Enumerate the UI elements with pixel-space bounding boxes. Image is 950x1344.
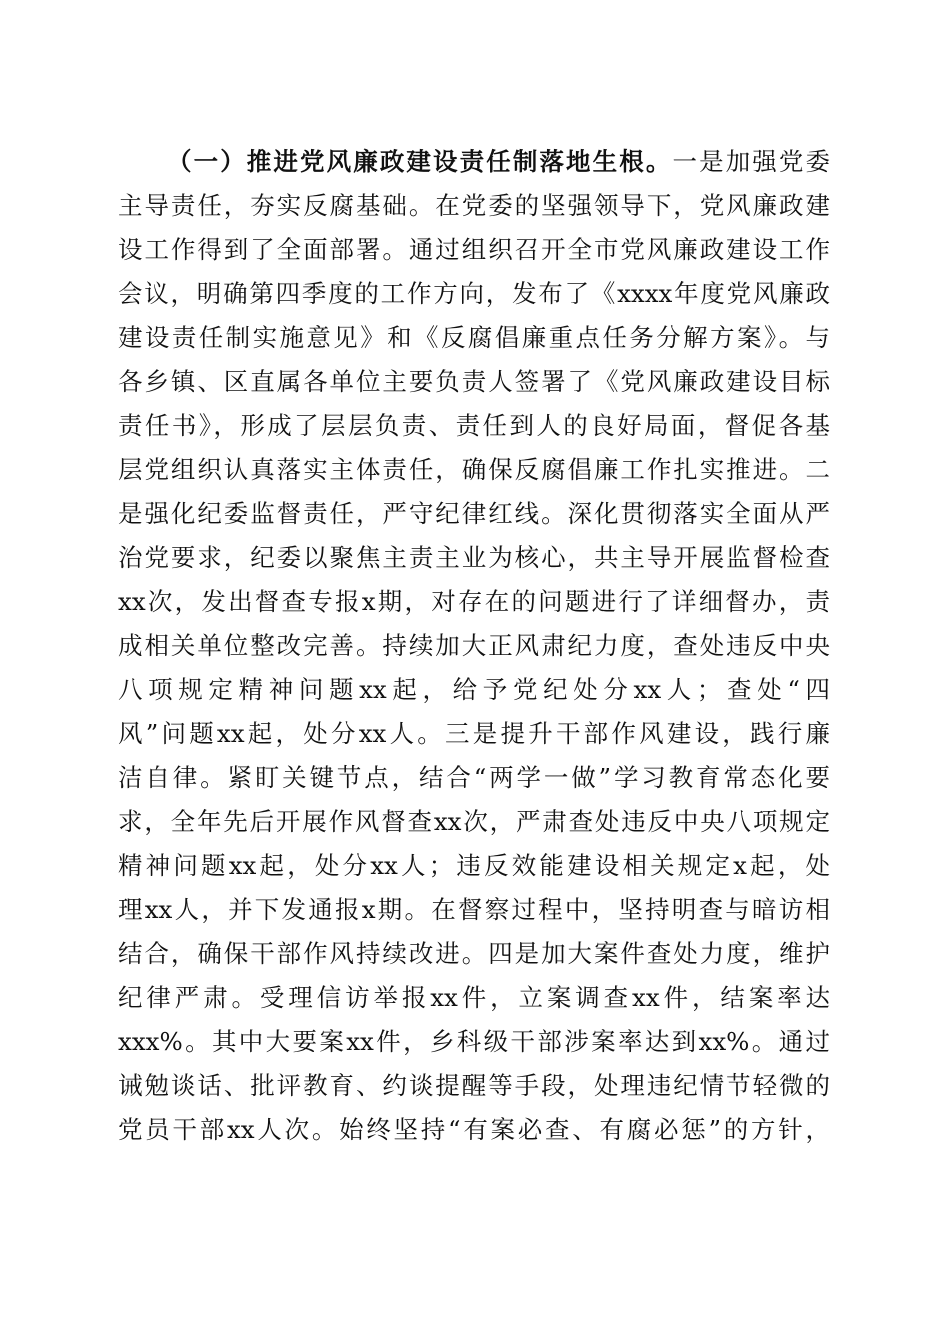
text-line: 建设责任制实施意见》和《反腐倡廉重点任务分解方案》。与	[118, 323, 830, 352]
text-line: 治党要求，纪委以聚焦主责主业为核心，共主导开展监督检查	[118, 543, 830, 572]
text-line: 各乡镇、区直属各单位主要负责人签署了《党风廉政建设目标	[118, 367, 830, 396]
text-line: 八项规定精神问题xx起，给予党纪处分xx人；查处“四	[118, 675, 830, 704]
text-line: （一）推进党风廉政建设责任制落地生根。一是加强党委	[167, 147, 831, 176]
text-line: 理xx人，并下发通报x期。在督察过程中，坚持明查与暗访相	[118, 895, 830, 924]
text-line: 党员干部xx人次。始终坚持“有案必查、有腐必惩”的方针，	[118, 1115, 830, 1144]
body-paragraph	[118, 140, 830, 1152]
text-line: 洁自律。紧盯关键节点，结合“两学一做”学习教育常态化要	[118, 763, 830, 792]
text-line: 诫勉谈话、批评教育、约谈提醒等手段，处理违纪情节轻微的	[118, 1071, 830, 1100]
text-line: 精神问题xx起，处分xx人；违反效能建设相关规定x起，处	[118, 851, 830, 880]
text-line: 会议，明确第四季度的工作方向，发布了《xxxx年度党风廉政	[118, 279, 830, 308]
text-line: 纪律严肃。受理信访举报xx件，立案调查xx件，结案率达	[118, 983, 830, 1012]
text-line: 风”问题xx起，处分xx人。三是提升干部作风建设，践行廉	[118, 719, 830, 748]
section-heading: （一）推进党风廉政建设责任制落地生根。	[167, 147, 673, 176]
text-line: xxx%。其中大要案xx件，乡科级干部涉案率达到xx%。通过	[118, 1027, 830, 1056]
text-line: 求，全年先后开展作风督查xx次，严肃查处违反中央八项规定	[118, 807, 830, 836]
text-line: 层党组织认真落实主体责任，确保反腐倡廉工作扎实推进。二	[118, 455, 830, 484]
text-line: 结合，确保干部作风持续改进。四是加大案件查处力度，维护	[118, 939, 830, 968]
text-line: 设工作得到了全面部署。通过组织召开全市党风廉政建设工作	[118, 235, 830, 264]
text-line: 是强化纪委监督责任，严守纪律红线。深化贯彻落实全面从严	[118, 499, 830, 528]
text-line: 成相关单位整改完善。持续加大正风肃纪力度，查处违反中央	[118, 631, 830, 660]
text-line: 责任书》，形成了层层负责、责任到人的良好局面，督促各基	[118, 411, 830, 440]
text-line: xx次，发出督查专报x期，对存在的问题进行了详细督办，责	[118, 587, 830, 616]
text-line: 主导责任，夯实反腐基础。在党委的坚强领导下，党风廉政建	[118, 191, 830, 220]
